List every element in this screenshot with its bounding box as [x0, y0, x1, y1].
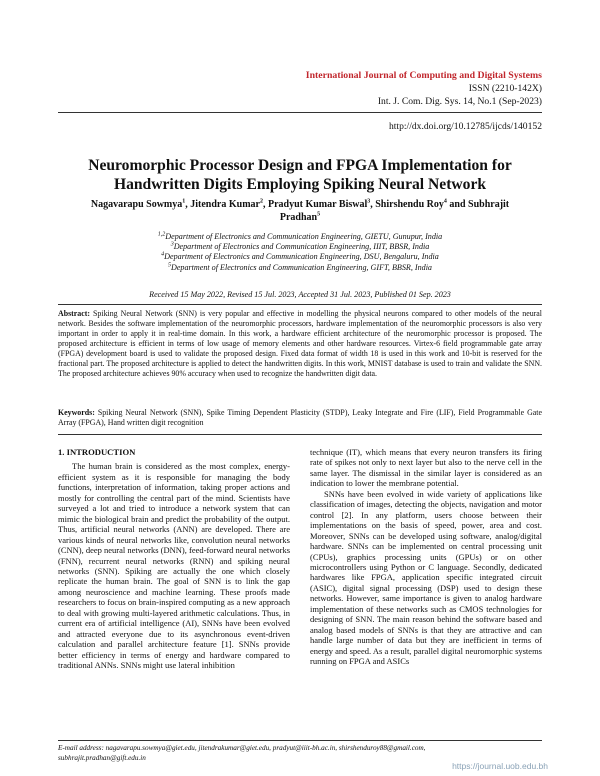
journal-header — [306, 70, 542, 108]
journal-name: International Journal of Computing and Digital Systems — [305, 70, 542, 81]
author-3-sup: 3 — [367, 198, 371, 205]
citation: Int. J. Com. Dig. Sys. 14, No.1 (Sep-2023) — [377, 95, 542, 107]
affiliation-1 — [58, 232, 542, 242]
affiliation-text: Department of Electronics and Communication Engineering, DSU, Bengaluru, India — [164, 252, 439, 262]
keywords-label: Keywords: — [58, 408, 95, 417]
section-heading-introduction: 1. INTRODUCTION — [58, 447, 136, 457]
author-1-sup: 1 — [182, 198, 186, 205]
affiliation-3 — [58, 252, 542, 262]
author-2: Jitendra Kumar — [190, 199, 260, 210]
journal-url-watermark[interactable]: https://journal.uob.edu.bh — [452, 761, 548, 771]
left-column — [58, 447, 290, 671]
affiliation-2 — [58, 242, 542, 252]
intro-paragraph-1: The human brain is considered as the most complex, energy-efficient system as it is responsible for managing the body functions, interpretation of information, taking proper actions and mostly for controlling the central part of the mind. Scientists have surveyed a lot and tried to introduce a network system that can mimic the biological brain and predict the probability of the output. Thus, artificial neural networks (ANN) are developed. There are various kinds of neural networks like, convolution neural networks (CNN), deep neural networks (DNN), feed-forward neural networks (FNN), recurrent neural networks (RNN) and spiking neural networks (SNN). Spiking are actually the one which closely replicate the human brain. The goal of SNN is to link the gap among neuroscience and machine learning. These proofs made researchers to focus on brain-inspired computing as a new approach to deal with growing multi-layered arithmetic calculations. Thus, in current era of artificial intelligence (AI), SNNs have been evolved and attracted everyone due to its asynchronous event-driven calculation and parallel architecture feature [1]. SNNs provide better efficiency in terms of energy and hardware compared to traditional ANNs. SNNs might use lateral inhibition — [58, 461, 291, 671]
affiliation-sup: 3 — [170, 241, 174, 248]
author-sep: , — [262, 199, 268, 210]
author-3: Pradyut Kumar Biswal — [267, 199, 368, 210]
keywords-bottom-rule — [58, 434, 542, 435]
affiliations — [58, 232, 542, 273]
footnote-line-1: E-mail address: nagavarapu.sowmya@giet.edu, jitendrakumar@giet.edu, pradyut@iiit-bh.ac.in, shirshenduroy88@gmail.com, — [58, 744, 426, 752]
author-2-sup: 2 — [259, 198, 263, 205]
affiliation-4 — [58, 263, 542, 273]
footnote-line-2: subhrajit.pradhan@gift.edu.in — [58, 753, 146, 762]
affiliation-text: Department of Electronics and Communication Engineering, IIIT, BBSR, India — [173, 242, 430, 252]
author-1: Nagavarapu Sowmya — [90, 199, 183, 210]
footnote-rule — [58, 740, 542, 741]
header-rule — [58, 112, 542, 113]
keywords — [58, 408, 542, 428]
affiliation-sup: 5 — [168, 261, 171, 268]
abstract-top-rule — [58, 304, 542, 305]
intro-paragraph-2: SNNs have been evolved in wide variety of applications like classification of images, detecting the objects, navigation and motor control [2]. In any platform, users choose between their implementations on the basis of speed, power, area and cost. Moreover, SNNs can be developed using software, analog/digital hardware. SNNs can be implemented on central processing unit (CPUs), graphics processing units (GPUs) or on other microcontrollers using Python or C language. Secondly, dedicated hardwares like FPGA, application specific integrated circuit (ASIC), digital signal processing (DSP) used to design these networks. However, same importance is given to analog hardware implementation of these networks such as CMOS technologies for designing of SNN. The main reason behind the software based and analog based models of SNNs is that they are attractive and can handle large number of data but they are inefficient in terms of energy and speed. As a result, parallel digital neuromorphic systems running on FPGA and ASICs — [310, 488, 542, 667]
author-and: and — [446, 199, 469, 210]
issn: ISSN (2210-142X) — [468, 82, 542, 94]
author-4-sup: 4 — [443, 198, 447, 205]
intro-paragraph-continued: technique (IT), which means that every neuron transfers its firing rate of spikes not only to next layer but also to the nerve cell in the same layer. The dismissal in the similar layer is considered as an indication to lower the membrane potential. — [310, 447, 542, 489]
paper-title — [58, 156, 542, 194]
affiliation-sup: 1,2 — [157, 231, 166, 238]
affiliation-sup: 4 — [161, 251, 165, 258]
right-column — [310, 447, 542, 667]
title-line-2: Handwritten Digits Employing Spiking Neural Network — [113, 176, 487, 193]
author-4: Shirshendu Roy — [375, 199, 444, 210]
author-sep: , — [185, 199, 191, 210]
abstract-text: Spiking Neural Network (SNN) is very popular and effective in modelling the physical neurons compared to other models of the neural network. Besides the software implementation of the neuromorphic processors, hardware implementation of the neuromorphic processors is also very important in order to apply it in real-time domain. In this work, a hardware efficient architecture of the neuromorphic processor is proposed. The proposed architecture is efficient in terms of low usage of memory elements and other hardware resources. Virtex-6 field programmable gate array (FPGA) development board is used to validate the proposed design. Fixed data format of width 18 is used in this work and 10-bit is reserved for the fractional part. The proposed architecture is applied to detect the handwritten digits. In this work, MNIST database is used to train and validate the SNN. The proposed architecture achieves 90% accuracy when used to recognize the handwritten digit data. — [58, 309, 542, 378]
keywords-text: Spiking Neural Network (SNN), Spike Timing Dependent Plasticity (STDP), Leaky Integrate and Fire (LIF), Field Programmable Gate Array (FPGA), Hand written digit recognition — [58, 408, 542, 427]
abstract-label: Abstract: — [58, 309, 90, 318]
abstract — [58, 309, 542, 379]
received-dates: Received 15 May 2022, Revised 15 Jul. 2023, Accepted 31 Jul. 2023, Published 01 Sep. 2023 — [149, 290, 451, 299]
title-line-1: Neuromorphic Processor Design and FPGA Implementation for — [88, 157, 512, 174]
author-list — [70, 199, 530, 224]
author-5: Subhrajit Pradhan — [279, 199, 510, 223]
author-5-sup: 5 — [317, 211, 321, 218]
doi-link[interactable]: http://dx.doi.org/10.12785/ijcds/140152 — [388, 121, 542, 132]
author-sep: , — [370, 199, 376, 210]
affiliation-text: Department of Electronics and Communication Engineering, GIFT, BBSR, India — [171, 262, 432, 272]
affiliation-text: Department of Electronics and Communication Engineering, GIETU, Gunupur, India — [165, 232, 443, 241]
